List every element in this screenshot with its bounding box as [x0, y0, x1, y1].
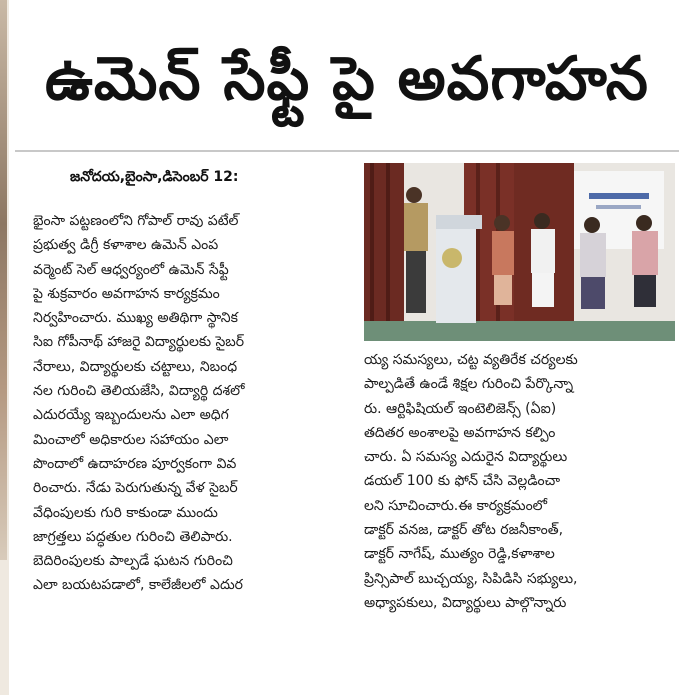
- body-line: రించారు. నేడు పెరుగుతున్న వేళ సైబర్: [33, 480, 238, 497]
- body-line: ఎదురయ్యే ఇబ్బందులను ఎలా అధిగ: [33, 407, 229, 424]
- body-line: వేధింపులకు గురి కాకుండా ముందు: [33, 504, 218, 521]
- body-line: ప్రిన్సిపాల్ బుచ్చయ్య, సిపిడిసి సభ్యులు,: [364, 570, 578, 587]
- body-line: నేరాలు, విద్యార్థులకు చట్టాలు, నిబంధ: [33, 358, 238, 375]
- body-line: అధ్యాపకులు, విద్యార్థులు పాల్గొన్నారు: [364, 594, 567, 611]
- body-line: రు. ఆర్టిఫిషియల్ ఇంటెలిజెన్స్ (ఏఐ): [364, 400, 557, 417]
- body-line: పై శుక్రవారం అవగాహన కార్యక్రమం: [33, 285, 220, 302]
- body-line: పొందాలో ఉదాహరణ పూర్వకంగా వివ: [33, 455, 237, 472]
- body-line: జాగ్రత్తలు పద్ధతుల గురించి తెలిపారు.: [33, 528, 233, 545]
- body-line: య్య సమస్యలు, చట్ట వ్యతిరేక చర్యలకు: [364, 352, 578, 368]
- body-line: మించాలో అధికారుల సహాయం ఎలా: [33, 431, 229, 448]
- body-line: చారు. ఏ సమస్య ఎదురైన విద్యార్థులు: [364, 449, 568, 466]
- body-line: బెదిరింపులకు పాల్పడే ఘటన గురించి: [33, 553, 233, 570]
- body-line: ఎలా బయటపడాలో, కాలేజీలలో ఎదుర: [33, 577, 243, 594]
- body-line: లని సూచించారు.ఈ కార్యక్రమంలో: [364, 497, 548, 514]
- body-line: పాల్పడితే ఉండే శిక్షల గురించి పేర్కొన్నా: [364, 376, 574, 393]
- body-line: ప్రభుత్వ డిగ్రీ కళాశాల ఉమెన్ ఎంప: [33, 237, 219, 254]
- body-line: భైంసా పట్టణంలోని గోపాల్ రావు పటేల్: [33, 213, 239, 229]
- body-line: సిఐ గోపీనాథ్ హాజరై విద్యార్థులకు సైబర్: [33, 334, 245, 351]
- event-photo: [364, 163, 675, 341]
- headline: ఉమెన్ సేఫ్టీ పై అవగాహన: [45, 44, 649, 114]
- event-photo-illustration: [364, 163, 675, 341]
- article-body-right-column: [364, 348, 676, 615]
- body-line: నిర్వహించారు. ముఖ్య అతిథిగా స్థానిక: [33, 310, 238, 327]
- body-line: డాక్టర్ నాగేష్, ముత్యం రెడ్డి,కళాశాల: [364, 546, 555, 563]
- dateline: జనోదయ,బైంసా,డిసెంబర్ 12:: [70, 169, 239, 185]
- body-line: డాక్టర్ వనజ, డాక్టర్ తోట రజనీకాంత్,: [364, 522, 564, 539]
- body-line: తదితర అంశాలపై అవగాహన కల్పిం: [364, 424, 556, 441]
- body-line: డయల్ 100 కు ఫోన్ చేసి వెల్లడించా: [364, 473, 561, 490]
- headline-divider: [15, 150, 679, 152]
- adjacent-article-edge: [0, 0, 9, 695]
- body-line: వర్మెంట్ సెల్ ఆధ్వర్యంలో ఉమెన్ సేఫ్టీ: [33, 261, 229, 278]
- body-line: నల గురించి తెలియజేసి, విద్యార్థి దశలో: [33, 383, 245, 400]
- article-body-left-column: [33, 209, 351, 598]
